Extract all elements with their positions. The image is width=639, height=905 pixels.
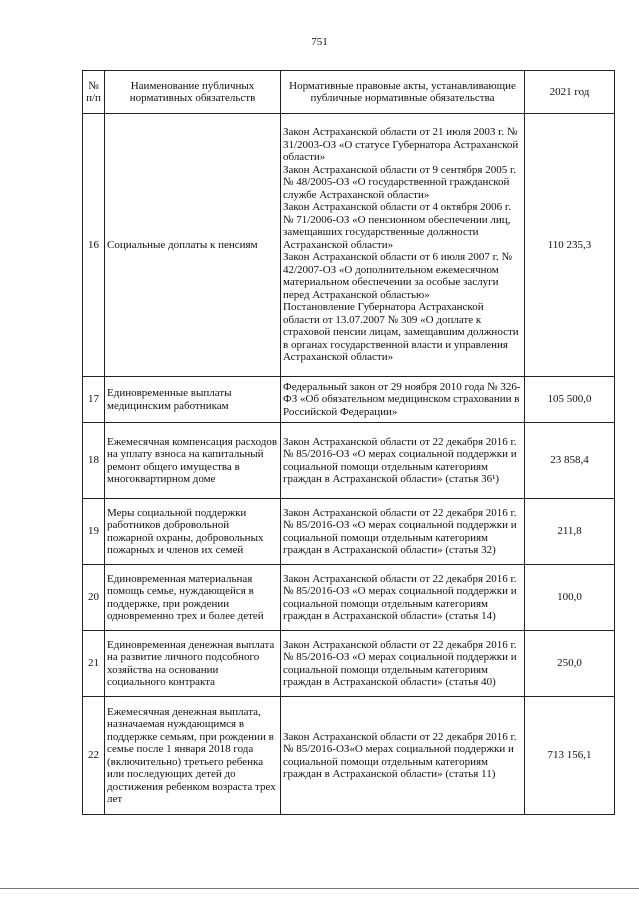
header-year: 2021 год — [525, 71, 615, 114]
legal-acts — [281, 565, 525, 631]
legal-act: Закон Астраханской области от 22 декабря 2016 г. № 85/2016-ОЗ «О мерах социальной поддержки и социальной помощи отдельным категориям граждан в Астраханской области» (статья 36¹) — [283, 435, 517, 485]
table-row — [83, 565, 615, 631]
legal-act: Закон Астраханской области от 22 декабря 2016 г. № 85/2016-ОЗ «О мерах социальной поддержки и социальной помощи отдельным категориям граждан в Астраханской области» (статья 32) — [283, 506, 517, 556]
legal-act: Закон Астраханской области от 22 декабря 2016 г. № 85/2016-ОЗ «О мерах социальной поддержки и социальной помощи отдельным категориям граждан в Астраханской области» (статья 40) — [283, 638, 517, 688]
table-row — [83, 631, 615, 697]
amount-2021: 713 156,1 — [525, 697, 615, 815]
row-number: 16 — [83, 114, 105, 377]
legal-act: Закон Астраханской области от 22 декабря 2016 г. № 85/2016-ОЗ «О мерах социальной поддержки и социальной помощи отдельным категориям граждан в Астраханской области» (статья 14) — [283, 572, 517, 622]
amount-2021: 23 858,4 — [525, 423, 615, 499]
row-number: 19 — [83, 499, 105, 565]
obligations-table — [82, 70, 615, 815]
obligation-name: Единовременные выплаты медицинским работникам — [105, 377, 281, 423]
table-row — [83, 114, 615, 377]
legal-acts — [281, 114, 525, 377]
legal-act: Закон Астраханской области от 9 сентября 2005 г. № 48/2005-ОЗ «О государственной гражданской службе Астраханской области» — [283, 163, 516, 201]
legal-acts — [281, 499, 525, 565]
amount-2021: 211,8 — [525, 499, 615, 565]
legal-act: Постановление Губернатора Астраханской области от 13.07.2007 № 309 «О доплате к страховой пенсии лицам, замещавшим должности в органах государственной власти и управления Астраханской области» — [283, 301, 519, 364]
table-row — [83, 499, 615, 565]
obligation-name: Единовременная денежная выплата на развитие личного подсобного хозяйства на основании социального контракта — [105, 631, 281, 697]
legal-acts — [281, 377, 525, 423]
table-row — [83, 423, 615, 499]
legal-act: Закон Астраханской области от 21 июля 2003 г. № 31/2003-ОЗ «О статусе Губернатора Астраханской области» — [283, 126, 519, 164]
legal-acts — [281, 423, 525, 499]
obligation-name: Социальные доплаты к пенсиям — [105, 114, 281, 377]
legal-acts — [281, 631, 525, 697]
legal-act: Федеральный закон от 29 ноября 2010 года № 326-ФЗ «Об обязательном медицинском страховании в Российской Федерации» — [283, 380, 521, 418]
row-number: 22 — [83, 697, 105, 815]
amount-2021: 100,0 — [525, 565, 615, 631]
amount-2021: 250,0 — [525, 631, 615, 697]
row-number: 20 — [83, 565, 105, 631]
table-row — [83, 697, 615, 815]
page-number: 751 — [311, 36, 328, 48]
header-name: Наименование публичных нормативных обязательств — [105, 71, 281, 114]
legal-act: Закон Астраханской области от 22 декабря 2016 г. № 85/2016-ОЗ«О мерах социальной поддержки и социальной помощи отдельным категориям граждан в Астраханской области» (статья 11) — [283, 730, 517, 780]
row-number: 21 — [83, 631, 105, 697]
obligation-name: Ежемесячная денежная выплата, назначаемая нуждающимся в поддержке семьям, при рождении в семье после 1 января 2018 года (включительно) третьего ребенка или последующих детей до достижения ребенком возраста трех лет — [105, 697, 281, 815]
legal-acts — [281, 697, 525, 815]
amount-2021: 110 235,3 — [525, 114, 615, 377]
row-number: 18 — [83, 423, 105, 499]
obligation-name: Единовременная материальная помощь семье, нуждающейся в поддержке, при рождении одновременно трех и более детей — [105, 565, 281, 631]
legal-act: Закон Астраханской области от 6 июля 2007 г. № 42/2007-ОЗ «О дополнительном ежемесячном материальном обеспечении за особые заслуги перед Астраханской областью» — [283, 251, 512, 301]
amount-2021: 105 500,0 — [525, 377, 615, 423]
legal-act: Закон Астраханской области от 4 октября 2006 г. № 71/2006-ОЗ «О пенсионном обеспечении лиц, замещавших государственные должности Астраханской области» — [283, 201, 511, 251]
obligation-name: Ежемесячная компенсация расходов на уплату взноса на капитальный ремонт общего имущества в многоквартирном доме — [105, 423, 281, 499]
header-num: № п/п — [83, 71, 105, 114]
footer-rule — [0, 888, 639, 889]
header-acts: Нормативные правовые акты, устанавливающие публичные нормативные обязательства — [281, 71, 525, 114]
obligation-name: Меры социальной поддержки работников добровольной пожарной охраны, добровольных пожарных и членов их семей — [105, 499, 281, 565]
row-number: 17 — [83, 377, 105, 423]
table-header-row — [83, 71, 615, 114]
table-row — [83, 377, 615, 423]
